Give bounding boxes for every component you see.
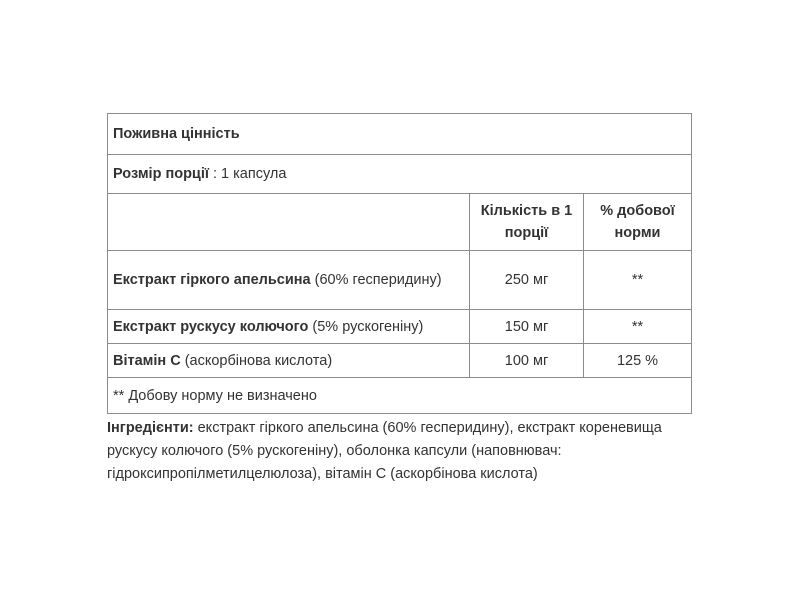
header-daily-value: % добової норми [584, 194, 692, 251]
footnote-row [108, 378, 692, 414]
ingredient-name-cell [108, 251, 470, 310]
ingredient-detail: (5% рускогеніну) [308, 318, 424, 335]
supplement-facts [107, 113, 691, 486]
ingredients-label: Інгредієнти: [107, 420, 194, 436]
ingredient-detail: (60% гесперидину) [310, 272, 442, 288]
nutrition-table [107, 113, 692, 414]
table-row [108, 344, 692, 378]
ingredient-daily-value: 125 % [584, 344, 692, 378]
ingredient-name: Екстракт рускусу колючого [113, 318, 309, 335]
table-title: Поживна цінність [108, 114, 692, 155]
ingredient-name: Екстракт гіркого апельсина [113, 272, 311, 288]
ingredients-text: екстракт гіркого апельсина (60% гесперидину), екстракт кореневища рускусу колючого (5% рускогеніну), оболонка капсули (наповнювач: гідроксипропілметилцелюлоза), вітамін С (аскорбінова кислота) [107, 420, 662, 482]
ingredient-amount: 100 мг [470, 344, 584, 378]
serving-size-label: Розмір порції [113, 166, 209, 182]
serving-size-cell [108, 155, 692, 194]
header-amount: Кількість в 1 порції [470, 194, 584, 251]
ingredient-name-cell [108, 310, 470, 344]
table-header-row [108, 194, 692, 251]
ingredient-daily-value: ** [584, 310, 692, 344]
header-empty-cell [108, 194, 470, 251]
serving-size-value: : 1 капсула [208, 166, 287, 182]
ingredient-detail: (аскорбінова кислота) [180, 352, 333, 369]
serving-size-row [108, 155, 692, 194]
ingredients-paragraph [107, 417, 707, 486]
ingredient-daily-value: ** [584, 251, 692, 310]
ingredient-name: Вітамін С [113, 352, 181, 369]
table-title-row [108, 114, 692, 155]
table-row [108, 251, 692, 310]
table-row [108, 310, 692, 344]
footnote: ** Добову норму не визначено [108, 378, 692, 414]
ingredient-amount: 150 мг [470, 310, 584, 344]
ingredient-name-cell [108, 344, 470, 378]
ingredient-amount: 250 мг [470, 251, 584, 310]
